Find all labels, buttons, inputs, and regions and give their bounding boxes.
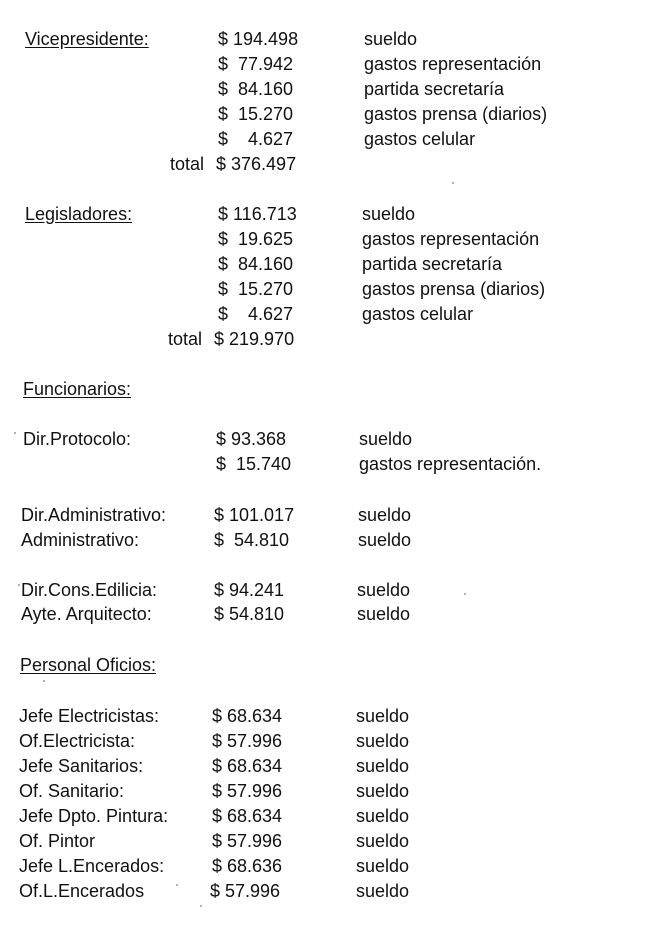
amount: $ 19.625 [218, 229, 294, 249]
scan-speck [14, 432, 16, 434]
scan-speck [452, 182, 454, 184]
concept: gastos celular [362, 304, 474, 324]
concept: gastos representación. [359, 454, 542, 474]
amount: $ 68.634 [212, 756, 283, 776]
concept: sueldo [356, 706, 410, 726]
amount: $ 94.241 [214, 580, 285, 600]
amount: $ 194.498 [218, 29, 299, 49]
section-title-personal-oficios: Personal Oficios: [20, 655, 157, 675]
amount: $ 57.996 [212, 831, 283, 851]
concept: sueldo [356, 731, 410, 751]
total-label: total [170, 154, 205, 174]
role-label: Jefe Dpto. Pintura: [19, 806, 169, 826]
concept: gastos prensa (diarios) [364, 104, 548, 124]
amount: $ 93.368 [216, 429, 287, 449]
scan-speck [464, 593, 466, 595]
concept: sueldo [362, 204, 416, 224]
amount: $ 57.996 [212, 731, 283, 751]
amount: $ 77.942 [218, 54, 294, 74]
role-label: Dir.Cons.Edilicia: [21, 580, 158, 600]
concept: sueldo [356, 806, 410, 826]
amount: $ 57.996 [210, 881, 281, 901]
section-title-vicepresidente: Vicepresidente: [25, 29, 149, 49]
role-label: Dir.Protocolo: [23, 429, 132, 449]
amount: $ 84.160 [218, 79, 294, 99]
total-amount: $ 376.497 [216, 154, 297, 174]
amount: $ 84.160 [218, 254, 294, 274]
concept: sueldo [356, 856, 410, 876]
amount: $ 15.270 [218, 104, 294, 124]
amount: $ 15.270 [218, 279, 294, 299]
concept: partida secretaría [362, 254, 503, 274]
amount: $ 116.713 [218, 204, 297, 224]
section-title-funcionarios: Funcionarios: [23, 379, 132, 399]
role-label: Administrativo: [21, 530, 140, 550]
role-label: Jefe L.Encerados: [19, 856, 165, 876]
concept: sueldo [364, 29, 418, 49]
role-label: Of.L.Encerados [19, 881, 145, 901]
concept: gastos prensa (diarios) [362, 279, 546, 299]
concept: sueldo [356, 781, 410, 801]
concept: gastos representación [364, 54, 542, 74]
concept: partida secretaría [364, 79, 505, 99]
concept: sueldo [358, 530, 412, 550]
amount: $ 68.636 [212, 856, 283, 876]
amount: $ 57.996 [212, 781, 283, 801]
amount: $ 15.740 [216, 454, 292, 474]
amount: $ 68.634 [212, 706, 283, 726]
role-label: Dir.Administrativo: [21, 505, 167, 525]
amount: $ 4.627 [218, 129, 294, 149]
amount: $ 54.810 [214, 530, 290, 550]
role-label: Of.Electricista: [19, 731, 136, 751]
concept: sueldo [358, 505, 412, 525]
concept: sueldo [357, 580, 411, 600]
concept: sueldo [356, 831, 410, 851]
scan-speck [176, 884, 178, 886]
amount: $ 101.017 [214, 505, 295, 525]
concept: gastos representación [362, 229, 540, 249]
role-label: Jefe Sanitarios: [19, 756, 144, 776]
role-label: Of. Sanitario: [19, 781, 125, 801]
amount: $ 68.634 [212, 806, 283, 826]
concept: sueldo [359, 429, 413, 449]
scan-speck [200, 905, 202, 907]
concept: sueldo [356, 881, 410, 901]
scan-speck [18, 584, 20, 586]
concept: gastos celular [364, 129, 476, 149]
scan-speck [43, 680, 45, 682]
concept: sueldo [357, 604, 411, 624]
amount: $ 54.810 [214, 604, 285, 624]
total-amount: $ 219.970 [214, 329, 295, 349]
role-label: Ayte. Arquitecto: [21, 604, 152, 624]
section-title-legisladores: Legisladores: [25, 204, 133, 224]
role-label: Of. Pintor [19, 831, 96, 851]
role-label: Jefe Electricistas: [19, 706, 160, 726]
amount: $ 4.627 [218, 304, 294, 324]
concept: sueldo [356, 756, 410, 776]
total-label: total [168, 329, 203, 349]
